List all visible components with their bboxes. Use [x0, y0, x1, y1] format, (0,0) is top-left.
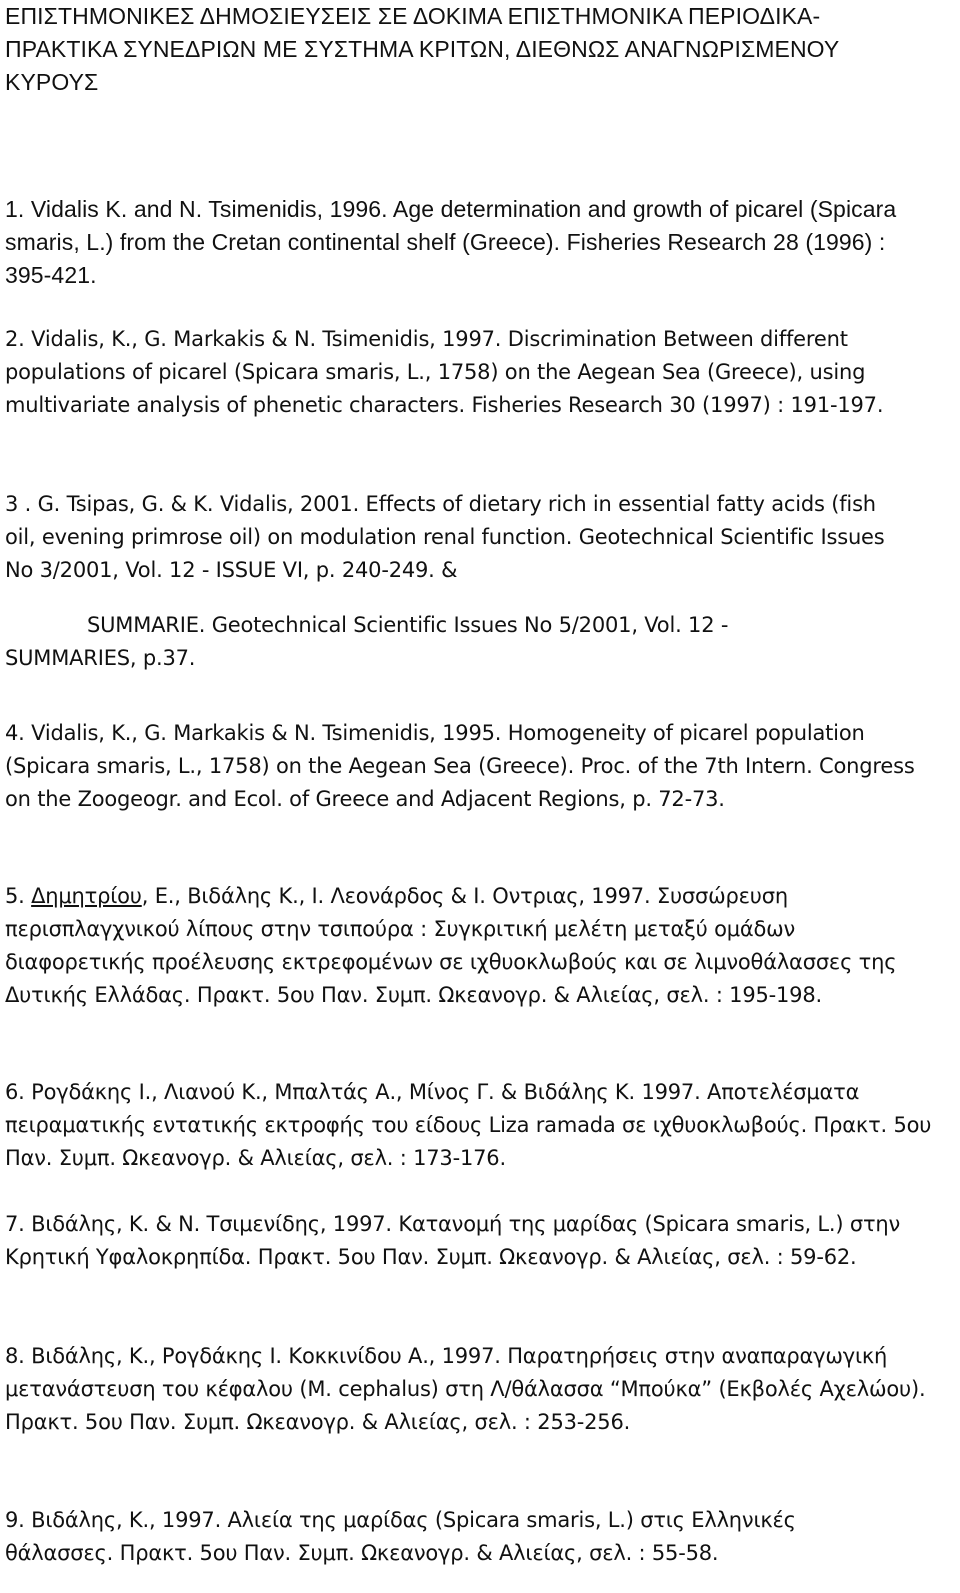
reference-6: 6. Ρογδάκης Ι., Λιανού Κ., Μπαλτάς Α., Μίνος Γ. & Βιδάλης Κ. 1997. Αποτελέσματα πειραματικής εντατικής εκτροφής του είδους Liza ramada σε ιχθυοκλωβούς. Πρακτ. 5ου Παν. Συμπ. Ωκεανογρ. & Αλιείας, σελ. : 173-176.	[5, 1080, 932, 1170]
reference-7: 7. Βιδάλης, Κ. & Ν. Τσιμενίδης, 1997. Κατανομή της μαρίδας (Spicara smaris, L.) στην Κρητική Υφαλοκρηπίδα. Πρακτ. 5ου Παν. Συμπ. Ωκεανογρ. & Αλιείας, σελ. : 59-62.	[5, 1212, 901, 1269]
reference-5-number: 5.	[5, 884, 32, 908]
reference-4: 4. Vidalis, K., G. Markakis & N. Tsimenidis, 1995. Homogeneity of picarel population (Spicara smaris, L., 1758) on the Aegean Sea (Greece). Proc. of the 7th Intern. Congress on the Zoogeogr. and Ecol. of Greece and Adjacent Regions, p. 72-73.	[5, 721, 915, 811]
reference-8: 8. Βιδάλης, Κ., Ρογδάκης Ι. Κοκκινίδου Α., 1997. Παρατηρήσεις στην αναπαραγωγική μετανάστευση του κέφαλου (M. cephalus) στη Λ/θάλασσα “Μπούκα” (Εκβολές Αχελώου). Πρακτ. 5ου Παν. Συμπ. Ωκεανογρ. & Αλιείας, σελ. : 253-256.	[5, 1344, 926, 1434]
reference-5-text: , Ε., Βιδάλης Κ., Ι. Λεονάρδος & Ι. Οντριας, 1997. Συσσώρευση περισπλαγχνικού λίπους στην τσιπούρα : Συγκριτική μελέτη μεταξύ ομάδων διαφορετικής προέλευσης εκτρεφομένων σε ιχθυοκλωβούς και σε λιμνοθάλασσες της Δυτικής Ελλάδας. Πρακτ. 5ου Παν. Συμπ. Ωκεανογρ. & Αλιείας, σελ. : 195-198.	[5, 884, 897, 1007]
reference-2: 2. Vidalis, K., G. Markakis & N. Tsimenidis, 1997. Discrimination Between different populations of picarel (Spicara smaris, L., 1758) on the Aegean Sea (Greece), using multivariate analysis of phenetic characters. Fisheries Research 30 (1997) : 191-197.	[5, 327, 884, 417]
reference-5-underlined-author: Δημητρίου	[31, 884, 142, 908]
section-heading: ΕΠΙΣΤΗΜΟΝΙΚΕΣ ΔΗΜΟΣΙΕΥΣΕΙΣ ΣΕ ΔΟΚΙΜΑ ΕΠΙΣΤΗΜΟΝΙΚΑ ΠΕΡΙΟΔΙΚΑ-ΠΡΑΚΤΙΚΑ ΣΥΝΕΔΡΙΩΝ ΜΕ ΣΥΣΤΗΜΑ ΚΡΙΤΩΝ, ΔΙΕΘΝΩΣ ΑΝΑΓΝΩΡΙΣΜΕΝΟΥ ΚΥΡΟΥΣ	[5, 3, 839, 95]
reference-1: 1. Vidalis K. and N. Tsimenidis, 1996. Age determination and growth of picarel (Spicara smaris, L.) from the Cretan continental shelf (Greece). Fisheries Research 28 (1996) : 395-421.	[5, 196, 897, 288]
reference-5	[5, 880, 910, 1012]
reference-3-main: 3 . G. Tsipas, G. & K. Vidalis, 2001. Effects of dietary rich in essential fatty acids (fish oil, evening primrose oil) on modulation renal function. Geotechnical Scientific Issues No 3/2001, Vol. 12 - ISSUE VI, p. 240-249. &	[5, 492, 885, 582]
reference-3-summaries: SUMMARIES, p.37.	[5, 646, 196, 670]
reference-9: 9. Βιδάλης, Κ., 1997. Αλιεία της μαρίδας (Spicara smaris, L.) στις Ελληνικές θάλασσες. Πρακτ. 5ου Παν. Συμπ. Ωκεανογρ. & Αλιείας, σελ. : 55-58.	[5, 1508, 796, 1565]
reference-3-summary: SUMMARIE. Geotechnical Scientific Issues No 5/2001, Vol. 12 -	[87, 613, 729, 637]
reference-3	[5, 488, 910, 675]
